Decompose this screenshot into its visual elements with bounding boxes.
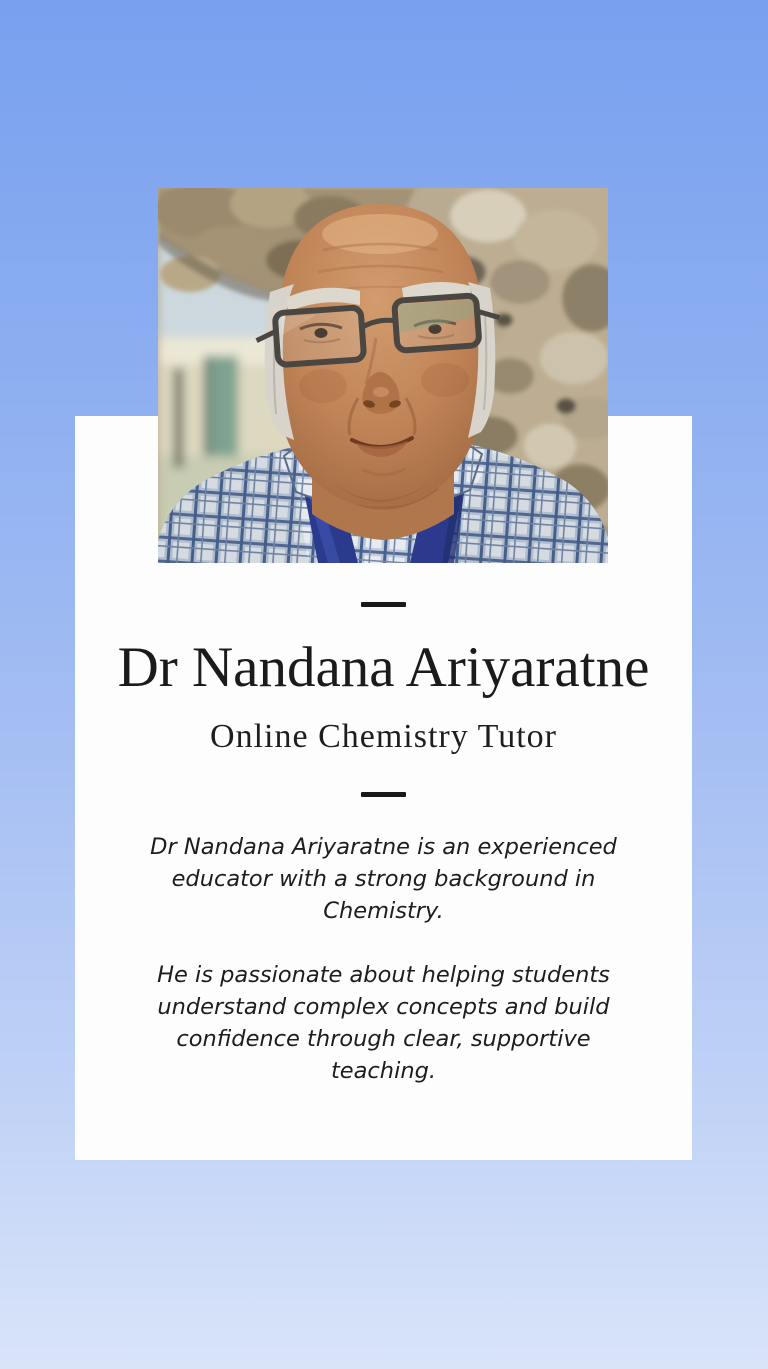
role-subheading: Online Chemistry Tutor: [210, 718, 557, 756]
portrait-photo: [158, 188, 608, 563]
divider-bottom: [361, 792, 406, 797]
portrait-photo-graphic: [158, 188, 608, 563]
bio-line: understand complex concepts and build: [157, 993, 610, 1020]
bio-line: confidence through clear, supportive: [176, 1025, 591, 1052]
divider-top: [361, 602, 406, 607]
bio-line: educator with a strong background in: [171, 865, 596, 892]
bio-paragraph-1: [94, 831, 674, 927]
bio-line: Dr Nandana Ariyaratne is an experienced: [150, 833, 617, 860]
bio-line: Chemistry.: [323, 897, 444, 924]
bio-paragraph-2: [94, 959, 674, 1087]
name-heading: Dr Nandana Ariyaratne: [117, 636, 650, 699]
bio-line: He is passionate about helping students: [157, 961, 610, 988]
bio-line: teaching.: [330, 1057, 437, 1084]
